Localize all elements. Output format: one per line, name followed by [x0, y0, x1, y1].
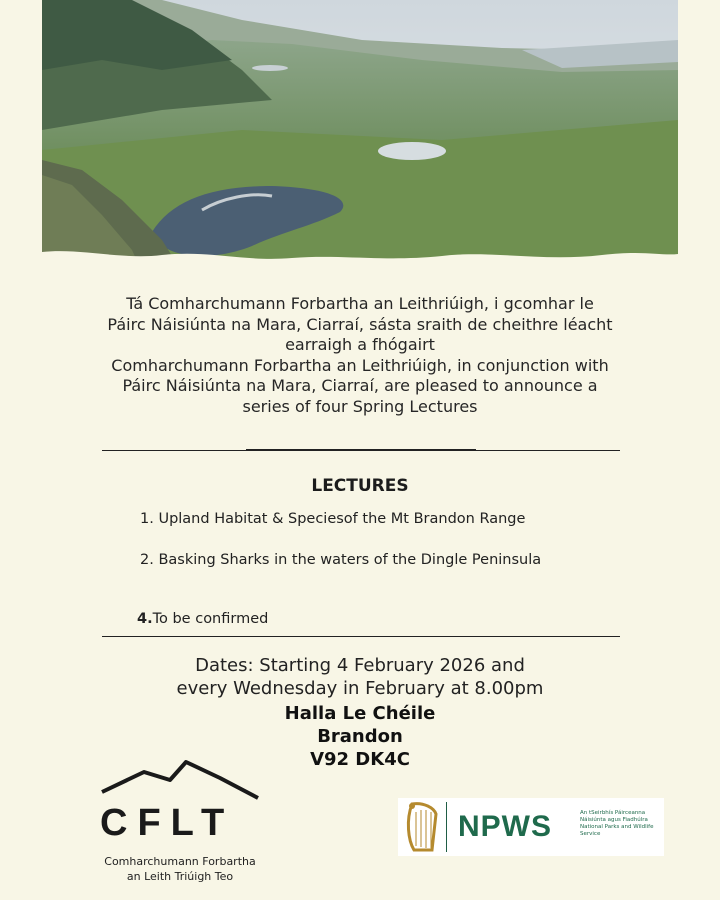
intro-irish-line-2: Páirc Náisiúnta na Mara, Ciarraí, sásta sraith de cheithre léacht [107, 314, 613, 334]
venue-line-3: V92 DK4C [310, 749, 410, 770]
lecture-title: Upland Habitat & Speciesof the Mt Brandon Range [158, 511, 526, 527]
lecture-title: To be confirmed [152, 611, 269, 627]
intro-text [60, 294, 660, 417]
lecture-item-1 [140, 511, 525, 527]
cflt-logo [100, 758, 260, 888]
mountain-icon [100, 758, 260, 802]
divider-upper-accent [246, 449, 476, 451]
cflt-wordmark: CFLT [100, 802, 235, 844]
cflt-subtitle-line-2: an Leith Triúigh Teo [126, 870, 234, 883]
lecture-number: 4. [137, 611, 153, 627]
intro-english-line-1: Comharchumann Forbartha an Leithriúigh, in conjunction with [111, 355, 609, 375]
npws-small-text [580, 810, 662, 838]
lectures-heading: LECTURES [311, 476, 409, 496]
divider-lower [102, 636, 620, 637]
lecture-number: 1. [140, 511, 154, 527]
npws-small-line-3: National Parks and Wildlife [580, 824, 654, 830]
lecture-number: 2. [140, 552, 154, 568]
venue-line-1: Halla Le Chéile [284, 703, 436, 724]
lecture-item-4 [137, 611, 268, 627]
lecture-item-2 [140, 552, 541, 568]
dates-line-2: every Wednesday in February at 8.00pm [176, 678, 544, 699]
intro-english-line-3: series of four Spring Lectures [242, 396, 478, 416]
npws-small-line-4: Service [580, 831, 601, 837]
intro-english-line-2: Páirc Náisiúnta na Mara, Ciarraí, are pleased to announce a [122, 376, 598, 395]
dates-text [0, 654, 720, 700]
dates-line-1: Dates: Starting 4 February 2026 and [195, 655, 525, 676]
npws-small-line-1: An tSeirbhís Páirceanna [580, 810, 646, 816]
lecture-title: Basking Sharks in the waters of the Dingle Peninsula [158, 552, 542, 568]
npws-divider [446, 802, 447, 852]
cflt-subtitle-line-1: Comharchumann Forbartha [104, 855, 256, 868]
harp-icon [402, 800, 440, 854]
venue-line-2: Brandon [317, 726, 403, 747]
npws-wordmark: NPWS [458, 810, 552, 843]
intro-irish-line-3: earraigh a fhógairt [285, 335, 435, 354]
landscape-photo [42, 0, 678, 272]
npws-small-line-2: Náisiúnta agus Fiadhúlra [580, 817, 648, 823]
cflt-subtitle [100, 854, 260, 884]
npws-logo [398, 798, 664, 856]
intro-irish-line-1: Tá Comharchumann Forbartha an Leithriúigh, i gcomhar le [126, 294, 594, 313]
